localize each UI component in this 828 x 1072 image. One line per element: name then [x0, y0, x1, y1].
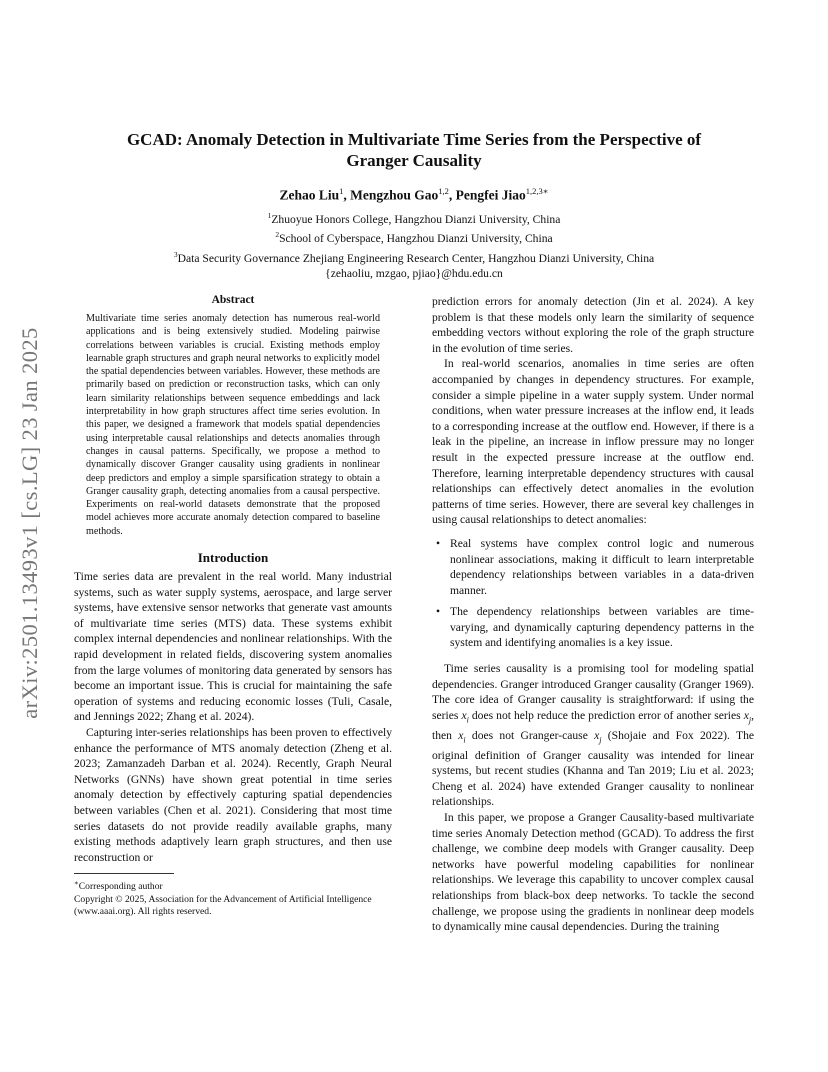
footnote	[74, 877, 392, 894]
paragraph-text: (Shojaie and Fox 2022). The original definition of Granger causality was intended for linear systems, but recent studies (Khanna and Tan 2019; Liu et al. 2023; Cheng et al. 2024) have extended Granger causality to nonlinear relationships.	[432, 728, 755, 809]
affiliation-text: Data Security Governance Zhejiang Engineering Research Center, Hangzhou Dianzi University, China	[177, 251, 655, 265]
math-base: x	[458, 728, 464, 742]
math-base: x	[594, 728, 600, 742]
left-column	[74, 294, 392, 919]
author-affiliation-mark: 1,2,3∗	[525, 186, 549, 196]
email-text: {zehaoliu, mzgao, pjiao}@hdu.edu.cn	[325, 266, 503, 280]
challenge-item	[432, 604, 754, 651]
arxiv-stamp-text: arXiv:2501.13493v1 [cs.LG] 23 Jan 2025	[17, 327, 42, 719]
math-x-i	[458, 728, 466, 745]
paper-title: GCAD: Anomaly Detection in Multivariate Time Series from the Perspective of Granger Causality	[126, 130, 702, 170]
author-affiliation-mark: 1	[339, 186, 344, 196]
author-emails	[100, 266, 728, 281]
affiliation-mark: 2	[275, 230, 280, 240]
abstract-body: Multivariate time series anomaly detection has numerous real-world applications and is being extensively studied. Modeling pairwise correlations between variables is crucial. Existing methods employ learnable graph structures and graph neural networks to explicitly model the spatial dependencies between variables. However, these methods are primarily based on prediction or reconstruction tasks, which can only learn similarity relationships between sequence embeddings and lack interpretability in how graph structures affect time series evolution. In this paper, we designed a framework that models spatial dependencies using interpretable causal relationships and detects anomalies through changes in causal patterns. Specifically, we propose a method to dynamically discover Granger causality using gradients in nonlinear deep predictors and employ a simple sparsification strategy to obtain a Granger causality graph, detecting anomalies from a causal perspective. Experiments on real-world datasets demonstrate that the proposed model achieves more accurate anomaly detection compared to baseline methods.	[86, 313, 380, 537]
affiliation-list	[100, 208, 728, 281]
author-separator: ,	[448, 187, 456, 203]
intro-paragraph-6: In this paper, we propose a Granger Causality-based multivariate time series Anomaly Detection method (GCAD). To address the first challenge, we combine deep models with Granger causality. Deep networks have powerful modeling capabilities for nonlinear relationships. We leverage this capability to uncover complex causal relationships from black-box deep networks. To tackle the second challenge, we propose using the gradients in nonlinear deep models to dynamically mine causal dependencies. During the training	[432, 811, 754, 934]
affiliation-mark: 1	[267, 211, 272, 220]
math-x-i	[461, 708, 469, 725]
footnote-divider	[74, 873, 174, 874]
math-base: x	[461, 708, 467, 722]
author-name: Mengzhou Gao	[350, 187, 439, 203]
math-subscript: j	[748, 715, 752, 725]
paragraph-text: does not Granger-cause	[465, 728, 595, 742]
bullet-icon: •	[436, 536, 441, 550]
math-subscript: i	[463, 735, 466, 745]
affiliation-line	[100, 208, 728, 227]
math-base: x	[743, 708, 749, 722]
arxiv-stamp	[10, 288, 50, 758]
footnote-text: Corresponding author	[78, 881, 163, 893]
author-name: Zehao Liu	[279, 187, 340, 203]
math-x-j	[594, 728, 602, 745]
intro-paragraph-3: prediction errors for anomaly detection (Jin et al. 2024). A key problem is that these models only learn the similarity of sequence embedding vectors without exploring the role of the graph structure in the evolution of time series.	[432, 295, 754, 355]
paragraph-text: , then	[432, 708, 754, 742]
copyright-notice: Copyright © 2025, Association for the Advancement of Artificial Intelligence (www.aaai.org). All rights reserved.	[74, 893, 372, 918]
affiliation-line	[100, 247, 728, 266]
author-name: Pengfei Jiao	[455, 187, 526, 203]
footnote-mark: ∗	[74, 879, 79, 888]
math-subscript: j	[599, 735, 602, 745]
affiliation-text: School of Cyberspace, Hangzhou Dianzi University, China	[279, 232, 553, 246]
intro-paragraph-5	[432, 661, 754, 810]
intro-paragraph-4: In real-world scenarios, anomalies in time series are often accompanied by changes in dependency structures. For example, consider a simple pipeline in a water supply system. Under normal conditions, when water pressure increases at the inflow end, it leads to a corresponding increase at the outflow end. However, if there is a leak in the pipeline, an increase in inflow pressure may no longer result in the expected pressure increase at the outflow end. Therefore, learning interpretable dependency structures with causal relationships can effectively detect anomalies in the evolution patterns of time series. However, there are several key challenges in using causal relationships to detect anomalies:	[432, 357, 754, 527]
author-list	[120, 186, 708, 204]
intro-paragraph-2: Capturing inter-series relationships has been proven to effectively enhance the performance of MTS anomaly detection (Zheng et al. 2023; Zamanzadeh Darban et al. 2024). Recently, Graph Neural Networks (GNNs) have shown great potential in time series anomaly detection by effectively capturing spatial dependencies between variables (Chen et al. 2021). Considering that most time series datasets do not provide readily available graphs, many existing methods adaptively learn graph structures, and then use reconstruction or	[74, 725, 392, 864]
challenge-text: Real systems have complex control logic and numerous nonlinear associations, making it difficult to learn interpretable dependency relationships between variables in a data-driven manner.	[450, 536, 754, 597]
challenge-text: The dependency relationships between variables are time-varying, and dynamically capturing dependency patterns in the system and identifying anomalies is a key issue.	[450, 605, 754, 650]
math-subscript: i	[466, 715, 469, 725]
bullet-icon: •	[436, 605, 441, 619]
challenge-list	[432, 536, 754, 651]
challenge-item	[432, 536, 754, 598]
abstract-heading: Abstract	[211, 294, 255, 306]
paragraph-text: does not help reduce the prediction error of another series	[468, 708, 744, 722]
author-separator: ,	[343, 187, 351, 203]
math-x-j	[743, 708, 752, 725]
introduction-heading: Introduction	[197, 550, 269, 566]
paragraph-text: Time series causality is a promising tool for modeling spatial dependencies. Granger introduced Granger causality (Granger 1969). The core idea of Granger causality is straightforward: if using the series	[432, 662, 754, 722]
author-affiliation-mark: 1,2	[438, 186, 449, 196]
affiliation-text: Zhuoyue Honors College, Hangzhou Dianzi University, China	[271, 212, 561, 226]
right-column	[432, 294, 754, 935]
intro-paragraph-1: Time series data are prevalent in the real world. Many industrial systems, such as water supply systems, aerospace, and large server systems, have extensive sensor networks that generate vast amounts of multivariate time series (MTS) data. These systems exhibit complex internal dependencies and nonlinear relationships. With the rapid development in related fields, discovering system anomalies from the large volumes of monitoring data generated by sensors has become an important issue. This is crucial for maintaining the safe operation of systems and reducing economic losses (Tuli, Casale, and Jennings 2022; Zhang et al. 2024).	[74, 570, 392, 724]
affiliation-line	[100, 227, 728, 246]
affiliation-mark: 3	[173, 249, 178, 259]
